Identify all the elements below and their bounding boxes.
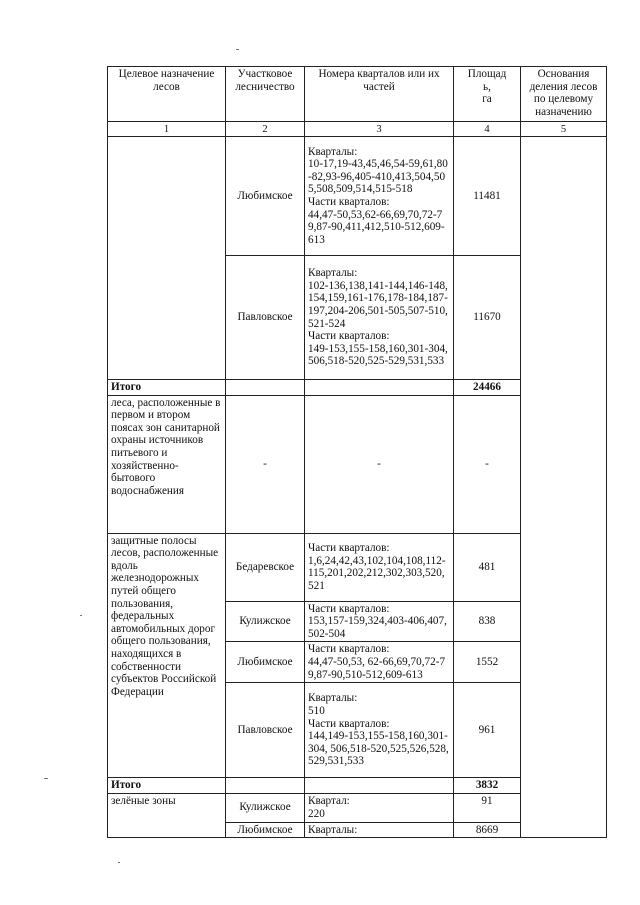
area-cell: 838 [454, 601, 521, 642]
col-number: 2 [226, 122, 305, 137]
purpose-cell: защитные полосы лесов, расположенные вдоль железнодорожных путей общего пользования, федеральных автомобильных дорог общего пользования, находящихся в собственности субъектов Российской Федерации [108, 533, 226, 778]
col-number: 3 [305, 122, 454, 137]
forestry-cell: Бедаревское [226, 533, 305, 601]
forestry-cell: Кулижское [226, 793, 305, 822]
forest-purpose-table [107, 66, 607, 838]
forestry-cell: Любимское [226, 137, 305, 256]
area-cell: 8669 [454, 822, 521, 838]
quarters-cell: Кварталы: 10-17,19-43,45,46,54-59,61,80-82,93-96,405-410,413,504,505,508,509,514,515-518 Части кварталов: 44,47-50,53,62-66,69,70,72-79,87-90,411,412,510-512,609-613 [305, 137, 454, 256]
col-number: 5 [521, 122, 607, 137]
forestry-cell: Павловское [226, 683, 305, 778]
header-quarters: Номера кварталов или их частей [305, 67, 454, 122]
scan-speck [236, 49, 239, 50]
total-area: 3832 [454, 778, 521, 794]
col-number: 4 [454, 122, 521, 137]
header-area: Площад ь, га [454, 67, 521, 122]
forestry-cell: - [226, 395, 305, 533]
quarters-cell: Части кварталов: 1,6,24,42,43,102,104,108,112-115,201,202,212,302,303,520,521 [305, 533, 454, 601]
quarters-cell: Части кварталов: 153,157-159,324,403-406,407,502-504 [305, 601, 454, 642]
empty-cell [305, 380, 454, 396]
forestry-cell: Кулижское [226, 601, 305, 642]
forestry-cell: Павловское [226, 256, 305, 380]
header-forestry: Участковое лесничество [226, 67, 305, 122]
quarters-cell: Части кварталов: 44,47-50,53, 62-66,69,70,72-79,87-90,510-512,609-613 [305, 642, 454, 683]
purpose-cell [108, 137, 226, 380]
area-cell: 1552 [454, 642, 521, 683]
area-cell: 481 [454, 533, 521, 601]
area-cell: 11481 [454, 137, 521, 256]
area-cell: 91 [454, 793, 521, 822]
total-label: Итого [108, 380, 226, 396]
forestry-cell: Любимское [226, 642, 305, 683]
area-cell: 961 [454, 683, 521, 778]
quarters-cell: Кварталы: 510 Части кварталов: 144,149-153,155-158,160,301-304, 506,518-520,525,526,528,529,531,533 [305, 683, 454, 778]
empty-cell [305, 778, 454, 794]
purpose-cell: леса, расположенные в первом и втором поясах зон санитарной охраны источников питьевого и хозяйственно-бытового водоснабжения [108, 395, 226, 533]
quarters-cell: - [305, 395, 454, 533]
total-area: 24466 [454, 380, 521, 396]
empty-cell [226, 778, 305, 794]
header-basis: Основания деления лесов по целевому назначению [521, 67, 607, 122]
forestry-cell: Любимское [226, 822, 305, 838]
purpose-cell: зелёные зоны [108, 793, 226, 838]
scan-speck [80, 615, 82, 616]
header-purpose: Целевое назначение лесов [108, 67, 226, 122]
table-row [108, 137, 607, 256]
scan-speck [118, 862, 120, 863]
quarters-cell: Квартал: 220 [305, 793, 454, 822]
col-number: 1 [108, 122, 226, 137]
scan-speck [44, 778, 48, 779]
area-cell: 11670 [454, 256, 521, 380]
table-header-row [108, 67, 607, 122]
area-cell: - [454, 395, 521, 533]
quarters-cell: Кварталы: 102-136,138,141-144,146-148,154,159,161-176,178-184,187-197,204-206,501-505,507-510,521-524 Части кварталов: 149-153,155-158,160,301-304,506,518-520,525-529,531,533 [305, 256, 454, 380]
basis-cell [521, 137, 607, 838]
column-number-row [108, 122, 607, 137]
empty-cell [226, 380, 305, 396]
quarters-cell: Кварталы: [305, 822, 454, 838]
total-label: Итого [108, 778, 226, 794]
